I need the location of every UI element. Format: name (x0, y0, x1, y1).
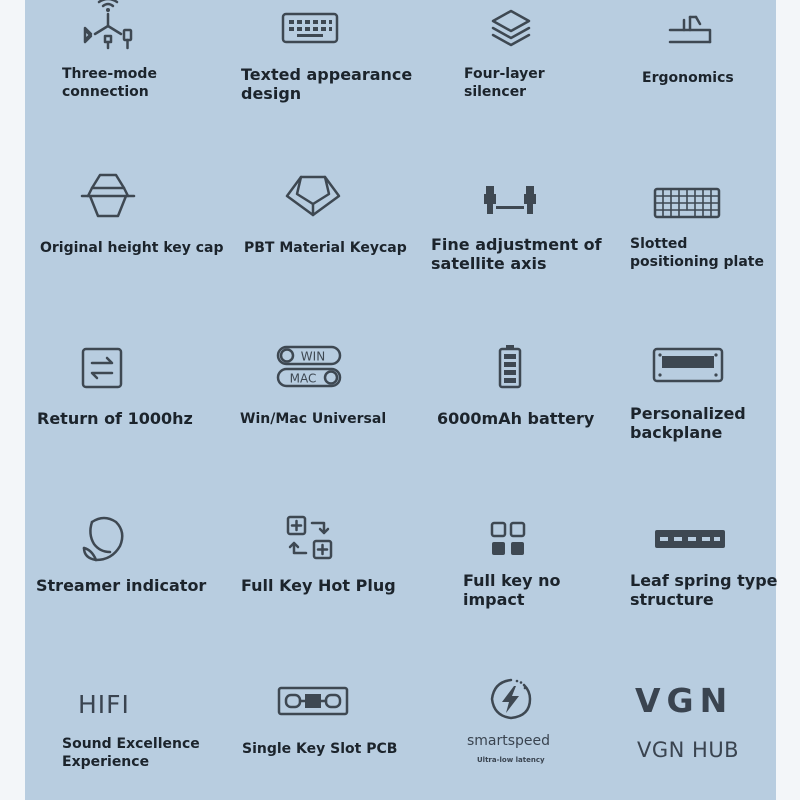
hot-plug-icon (286, 515, 334, 561)
vgn-hub-label: VGN HUB (637, 738, 740, 762)
feature-label: Return of 1000hz (37, 409, 193, 428)
mac-text: MAC (289, 371, 317, 386)
feature-label: 6000mAh battery (437, 409, 595, 428)
feature-label: Personalized backplane (630, 404, 746, 442)
feature-label: Single Key Slot PCB (242, 741, 398, 757)
pcb-slot-icon (277, 686, 349, 716)
battery-icon (498, 344, 522, 390)
feature-label: Full Key Hot Plug (241, 576, 396, 595)
keyboard-icon (281, 12, 339, 44)
feature-label: Three-mode connection (62, 66, 157, 100)
feature-panel (25, 0, 776, 800)
feature-label: Streamer indicator (36, 576, 207, 595)
lightning-icon (488, 676, 534, 722)
arrows-exchange-icon (81, 347, 123, 389)
win-text: WIN (300, 349, 326, 364)
latency-subtext: Ultra-low latency (477, 756, 545, 764)
smartspeed-logo: smartspeed (467, 733, 551, 749)
satellite-axis-icon (482, 184, 538, 218)
streamer-light-icon (78, 512, 130, 564)
three-mode-connection-icon (77, 0, 139, 52)
feature-label: Texted appearance design (241, 65, 413, 103)
feature-label: Fine adjustment of satellite axis (431, 235, 602, 273)
grid-blocks-icon (490, 521, 526, 557)
feature-label: Slotted positioning plate (630, 236, 764, 270)
feature-label: Win/Mac Universal (240, 411, 387, 427)
vgn-logo: VGN (635, 681, 734, 720)
pbt-keycap-icon (283, 174, 343, 218)
ergonomic-stand-icon (666, 14, 714, 46)
backplane-icon (652, 347, 724, 383)
feature-label: Full key no impact (463, 571, 561, 609)
leaf-spring-icon (654, 528, 726, 550)
key-cap-icon (80, 172, 136, 220)
layers-icon (489, 8, 533, 50)
positioning-plate-icon (653, 187, 721, 219)
feature-label: PBT Material Keycap (244, 240, 407, 256)
feature-label: Sound Excellence Experience (62, 736, 200, 770)
hifi-logo: HIFI (78, 690, 130, 719)
feature-label: Four-layer silencer (464, 66, 545, 100)
win-mac-toggle-icon (276, 345, 342, 389)
feature-label: Ergonomics (642, 70, 734, 86)
feature-label: Leaf spring type structure (630, 571, 778, 609)
feature-label: Original height key cap (40, 240, 224, 256)
